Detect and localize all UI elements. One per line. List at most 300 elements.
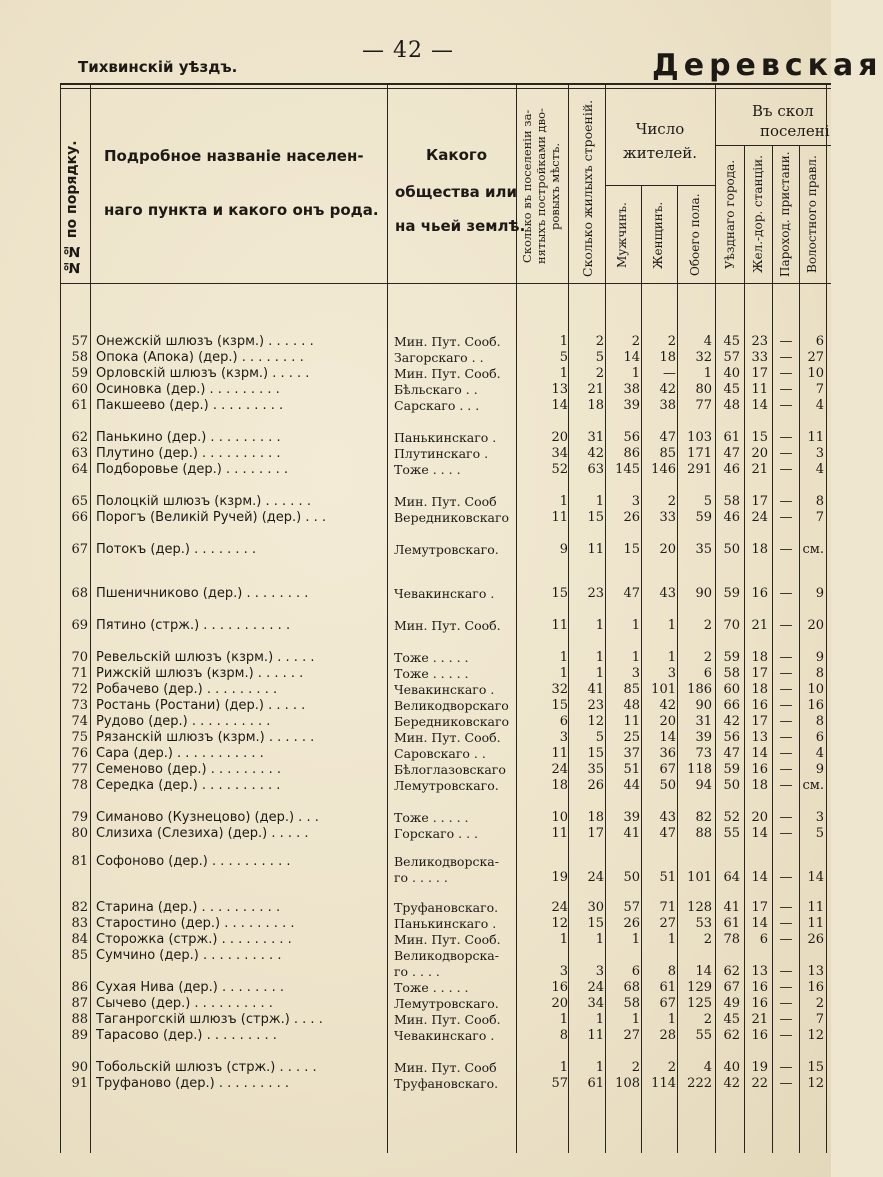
table-row: [0, 650, 831, 667]
table-row: [0, 916, 831, 933]
cell-v: 8: [815, 494, 824, 509]
cell-z: 18: [751, 542, 768, 557]
cell-z: 14: [751, 870, 768, 885]
cell-b: 1: [595, 1012, 604, 1027]
table-row: [0, 1028, 831, 1045]
table-row: [0, 618, 831, 635]
cell-f: 50: [659, 778, 676, 793]
cell-p: —: [779, 778, 793, 793]
cell-p: —: [779, 586, 793, 601]
cell-a: 34: [551, 446, 568, 461]
cell-b: 34: [587, 996, 604, 1011]
cell-society: Чевакинскаго .: [394, 1028, 495, 1043]
cell-name: Пакшеево (дер.) . . . . . . . . .: [96, 398, 284, 413]
cell-z: 18: [751, 682, 768, 697]
cell-no: 66: [71, 510, 88, 525]
cell-name: Пшеничниково (дер.) . . . . . . . .: [96, 586, 309, 601]
cell-society-continued: го . . . .: [394, 964, 440, 979]
col-header-name-1: Подробное названіе населен-: [104, 147, 364, 165]
cell-name: Сумчино (дер.) . . . . . . . . . .: [96, 948, 282, 963]
cell-z: 21: [751, 618, 768, 633]
cell-a: 3: [559, 730, 568, 745]
cell-z: 17: [751, 494, 768, 509]
table-row: [0, 980, 831, 997]
cell-p: —: [779, 542, 793, 557]
col-header-female: Женщинъ.: [651, 201, 665, 269]
cell-name: Опока (Апока) (дер.) . . . . . . . .: [96, 350, 304, 365]
cell-v: 4: [815, 462, 824, 477]
cell-t: 90: [695, 586, 712, 601]
cell-v: 8: [815, 666, 824, 681]
cell-name: Старостино (дер.) . . . . . . . . .: [96, 916, 295, 931]
cell-t: 101: [687, 870, 712, 885]
table-row: [0, 900, 831, 917]
table-row: [0, 698, 831, 715]
cell-p: —: [779, 494, 793, 509]
cell-name: Тобольскій шлюзъ (стрж.) . . . . .: [96, 1060, 317, 1075]
cell-u: 47: [723, 446, 740, 461]
cell-m: 38: [623, 382, 640, 397]
cell-u: 46: [723, 462, 740, 477]
cell-t: 2: [703, 650, 712, 665]
cell-a: 16: [551, 980, 568, 995]
cell-m: 37: [623, 746, 640, 761]
cell-f: 20: [659, 714, 676, 729]
cell-p: —: [779, 932, 793, 947]
cell-m: 41: [623, 826, 640, 841]
cell-t: 90: [695, 698, 712, 713]
cell-t: 128: [687, 900, 712, 915]
cell-p: —: [779, 1076, 793, 1091]
cell-f: 114: [651, 1076, 676, 1091]
cell-p: —: [779, 1028, 793, 1043]
cell-a: 15: [551, 698, 568, 713]
cell-f: 43: [659, 810, 676, 825]
cell-society: Чевакинскаго .: [394, 682, 495, 697]
cell-v: 3: [815, 810, 824, 825]
cell-p: —: [779, 826, 793, 841]
cell-no: 80: [71, 826, 88, 841]
cell-f: 2: [667, 1060, 676, 1075]
cell-z: 14: [751, 398, 768, 413]
table-row: [0, 682, 831, 699]
cell-v: 14: [807, 870, 824, 885]
cell-u: 50: [723, 778, 740, 793]
cell-v: 6: [815, 334, 824, 349]
cell-society: Горскаго . . .: [394, 826, 478, 841]
cell-a: 13: [551, 382, 568, 397]
cell-u: 66: [723, 698, 740, 713]
cell-u: 41: [723, 900, 740, 915]
cell-f: 1: [667, 618, 676, 633]
cell-a: 9: [559, 542, 568, 557]
table-row: [0, 366, 831, 383]
cell-t: 4: [703, 1060, 712, 1075]
cell-m: 51: [623, 762, 640, 777]
table-row: [0, 382, 831, 399]
cell-f: 67: [659, 996, 676, 1011]
cell-no: 60: [71, 382, 88, 397]
cell-name: Панькино (дер.) . . . . . . . . .: [96, 430, 281, 445]
cell-u: 45: [723, 1012, 740, 1027]
cell-society: Тоже . . . .: [394, 462, 461, 477]
col-header-no: №№ по порядку.: [64, 140, 80, 275]
cell-f: 36: [659, 746, 676, 761]
section-title: Деревская: [652, 48, 883, 83]
cell-p: —: [779, 762, 793, 777]
cell-t: 39: [695, 730, 712, 745]
table-row: [0, 826, 831, 843]
cell-u: 45: [723, 382, 740, 397]
cell-m: 15: [623, 542, 640, 557]
cell-z: 33: [751, 350, 768, 365]
cell-m: 1: [631, 366, 640, 381]
cell-z: 16: [751, 762, 768, 777]
table-row: [0, 1076, 831, 1093]
cell-v: 11: [807, 430, 824, 445]
cell-p: —: [779, 446, 793, 461]
cell-v: 16: [807, 980, 824, 995]
cell-no: 88: [71, 1012, 88, 1027]
cell-a: 11: [551, 618, 568, 633]
cell-t: 186: [687, 682, 712, 697]
cell-society: Мин. Пут. Сооб.: [394, 932, 501, 947]
cell-b: 31: [587, 430, 604, 445]
cell-t: 118: [687, 762, 712, 777]
table-row: [0, 932, 831, 949]
table-row: [0, 778, 831, 795]
cell-u: 58: [723, 494, 740, 509]
cell-v: 2: [815, 996, 824, 1011]
cell-no: 82: [71, 900, 88, 915]
cell-b: 5: [595, 730, 604, 745]
cell-z: 11: [751, 382, 768, 397]
cell-v: 11: [807, 916, 824, 931]
cell-b: 1: [595, 494, 604, 509]
cell-name: Орловскій шлюзъ (кзрм.) . . . . .: [96, 366, 310, 381]
cell-m: 1: [631, 1012, 640, 1027]
cell-b: 15: [587, 510, 604, 525]
cell-name: Таганрогскій шлюзъ (стрж.) . . . .: [96, 1012, 323, 1027]
cell-no: 68: [71, 586, 88, 601]
cell-z: 19: [751, 1060, 768, 1075]
cell-t: 6: [703, 666, 712, 681]
cell-b: 3: [595, 964, 604, 979]
cell-z: 20: [751, 446, 768, 461]
cell-v: 3: [815, 446, 824, 461]
cell-name: Порогъ (Великій Ручей) (дер.) . . .: [96, 510, 327, 525]
cell-name: Старина (дер.) . . . . . . . . . .: [96, 900, 281, 915]
cell-no: 61: [71, 398, 88, 413]
cell-name: Слизиха (Слезиха) (дер.) . . . . .: [96, 826, 309, 841]
cell-u: 45: [723, 334, 740, 349]
cell-b: 21: [587, 382, 604, 397]
cell-society: Лемутровскаго.: [394, 542, 499, 557]
cell-society: Мин. Пут. Сооб: [394, 494, 497, 509]
cell-no: 64: [71, 462, 88, 477]
col-header-pier: Пароход. пристани.: [778, 151, 792, 277]
cell-b: 26: [587, 778, 604, 793]
cell-u: 48: [723, 398, 740, 413]
cell-no: 76: [71, 746, 88, 761]
cell-b: 11: [587, 1028, 604, 1043]
cell-t: 32: [695, 350, 712, 365]
col-header-railway: Жел.-дор. станціи.: [751, 155, 765, 273]
cell-f: 71: [659, 900, 676, 915]
cell-society: Тоже . . . . .: [394, 666, 469, 681]
cell-b: 18: [587, 810, 604, 825]
cell-m: 2: [631, 334, 640, 349]
cell-name: Середка (дер.) . . . . . . . . . .: [96, 778, 281, 793]
cell-u: 50: [723, 542, 740, 557]
cell-f: 2: [667, 334, 676, 349]
cell-a: 6: [559, 714, 568, 729]
cell-f: 20: [659, 542, 676, 557]
cell-name: Полоцкій шлюзъ (кзрм.) . . . . . .: [96, 494, 311, 509]
cell-f: 1: [667, 650, 676, 665]
cell-f: 47: [659, 430, 676, 445]
cell-z: 15: [751, 430, 768, 445]
cell-name: Семеново (дер.) . . . . . . . . .: [96, 762, 281, 777]
district-title: Тихвинскій уѣздъ.: [78, 58, 238, 76]
cell-v: 20: [807, 618, 824, 633]
cell-f: 51: [659, 870, 676, 885]
cell-p: —: [779, 618, 793, 633]
cell-f: 85: [659, 446, 676, 461]
cell-z: 17: [751, 714, 768, 729]
cell-t: 125: [687, 996, 712, 1011]
cell-name: Потокъ (дер.) . . . . . . . .: [96, 542, 257, 557]
cell-a: 10: [551, 810, 568, 825]
cell-v: см.: [802, 778, 824, 793]
cell-f: 43: [659, 586, 676, 601]
table-row: [0, 730, 831, 747]
table-row: [0, 542, 831, 559]
col-header-distance-1: Въ скол: [752, 102, 814, 120]
distance-subrule: [715, 145, 831, 146]
cell-t: 31: [695, 714, 712, 729]
cell-b: 12: [587, 714, 604, 729]
table-row: [0, 1060, 831, 1077]
col-header-society-1: Какого: [426, 146, 488, 164]
cell-t: 171: [687, 446, 712, 461]
cell-a: 1: [559, 932, 568, 947]
cell-m: 56: [623, 430, 640, 445]
cell-m: 50: [623, 870, 640, 885]
cell-m: 14: [623, 350, 640, 365]
cell-a: 1: [559, 1060, 568, 1075]
cell-z: 13: [751, 964, 768, 979]
cell-u: 58: [723, 666, 740, 681]
cell-a: 1: [559, 650, 568, 665]
cell-u: 52: [723, 810, 740, 825]
cell-t: 291: [687, 462, 712, 477]
cell-b: 61: [587, 1076, 604, 1091]
cell-a: 5: [559, 350, 568, 365]
cell-m: 1: [631, 650, 640, 665]
cell-p: —: [779, 1060, 793, 1075]
cell-no: 69: [71, 618, 88, 633]
cell-a: 1: [559, 334, 568, 349]
cell-a: 1: [559, 666, 568, 681]
cell-b: 1: [595, 618, 604, 633]
cell-z: 23: [751, 334, 768, 349]
cell-u: 57: [723, 350, 740, 365]
cell-p: —: [779, 350, 793, 365]
cell-no: 59: [71, 366, 88, 381]
cell-t: 53: [695, 916, 712, 931]
table-row: [0, 666, 831, 683]
cell-a: 11: [551, 746, 568, 761]
cell-m: 3: [631, 494, 640, 509]
cell-f: 14: [659, 730, 676, 745]
cell-p: —: [779, 650, 793, 665]
table-row: [0, 350, 831, 367]
cell-a: 19: [551, 870, 568, 885]
cell-f: 47: [659, 826, 676, 841]
cell-b: 1: [595, 1060, 604, 1075]
cell-a: 3: [559, 964, 568, 979]
cell-v: 9: [815, 762, 824, 777]
col-header-inhabitants-2: жителей.: [622, 144, 698, 162]
cell-u: 67: [723, 980, 740, 995]
cell-no: 91: [71, 1076, 88, 1091]
cell-v: 6: [815, 730, 824, 745]
cell-m: 58: [623, 996, 640, 1011]
cell-name: Рязанскій шлюзъ (кзрм.) . . . . . .: [96, 730, 315, 745]
cell-society: Бѣльскаго . .: [394, 382, 478, 397]
cell-society: Панькинскаго .: [394, 430, 497, 445]
cell-p: —: [779, 810, 793, 825]
cell-t: 2: [703, 1012, 712, 1027]
cell-u: 40: [723, 1060, 740, 1075]
cell-a: 15: [551, 586, 568, 601]
cell-f: 61: [659, 980, 676, 995]
cell-u: 59: [723, 586, 740, 601]
cell-society: Мин. Пут. Сооб.: [394, 1012, 501, 1027]
table-row: [0, 510, 831, 527]
cell-z: 13: [751, 730, 768, 745]
cell-f: 146: [651, 462, 676, 477]
cell-no: 78: [71, 778, 88, 793]
table-row: [0, 334, 831, 351]
cell-b: 41: [587, 682, 604, 697]
cell-u: 78: [723, 932, 740, 947]
cell-v: 9: [815, 586, 824, 601]
cell-b: 35: [587, 762, 604, 777]
cell-t: 2: [703, 932, 712, 947]
cell-t: 35: [695, 542, 712, 557]
cell-t: 5: [703, 494, 712, 509]
col-header-name-2: наго пункта и какого онъ рода.: [104, 201, 379, 219]
cell-z: 24: [751, 510, 768, 525]
cell-name: Ревельскій шлюзъ (кзрм.) . . . . .: [96, 650, 315, 665]
cell-v: 7: [815, 510, 824, 525]
cell-p: —: [779, 666, 793, 681]
page-number: — 42 —: [362, 38, 454, 63]
cell-society: Мин. Пут. Сооб.: [394, 730, 501, 745]
cell-name: Труфаново (дер.) . . . . . . . . .: [96, 1076, 290, 1091]
cell-z: 21: [751, 462, 768, 477]
cell-society: Труфановскаго.: [394, 1076, 499, 1091]
cell-a: 1: [559, 494, 568, 509]
col-header-society-2: общества или: [395, 183, 517, 201]
cell-p: —: [779, 382, 793, 397]
col-header-uezd-town: Уѣзднаго города.: [723, 159, 737, 269]
cell-no: 85: [71, 948, 88, 963]
cell-m: 26: [623, 916, 640, 931]
cell-society: Саровскаго . .: [394, 746, 486, 761]
cell-v: 10: [807, 366, 824, 381]
cell-p: —: [779, 398, 793, 413]
cell-v: 12: [807, 1028, 824, 1043]
cell-m: 39: [623, 398, 640, 413]
cell-u: 64: [723, 870, 740, 885]
cell-v: 11: [807, 900, 824, 915]
cell-f: 67: [659, 762, 676, 777]
cell-p: —: [779, 980, 793, 995]
cell-no: 87: [71, 996, 88, 1011]
table-row: [0, 462, 831, 479]
cell-u: 61: [723, 916, 740, 931]
cell-no: 89: [71, 1028, 88, 1043]
cell-b: 5: [595, 350, 604, 365]
cell-name: Сара (дер.) . . . . . . . . . . .: [96, 746, 264, 761]
cell-name: Рудово (дер.) . . . . . . . . . .: [96, 714, 271, 729]
cell-society: Бѣлоглазовскаго: [394, 762, 506, 777]
cell-z: 14: [751, 746, 768, 761]
cell-f: 3: [667, 666, 676, 681]
cell-name: Плутино (дер.) . . . . . . . . . .: [96, 446, 281, 461]
cell-no: 71: [71, 666, 88, 681]
table-row: [0, 714, 831, 731]
cell-a: 1: [559, 1012, 568, 1027]
cell-v: 27: [807, 350, 824, 365]
cell-m: 39: [623, 810, 640, 825]
cell-f: 38: [659, 398, 676, 413]
cell-p: —: [779, 714, 793, 729]
cell-f: 33: [659, 510, 676, 525]
cell-p: —: [779, 964, 793, 979]
cell-f: 18: [659, 350, 676, 365]
cell-z: 17: [751, 900, 768, 915]
cell-v: 9: [815, 650, 824, 665]
cell-no: 62: [71, 430, 88, 445]
cell-no: 75: [71, 730, 88, 745]
cell-t: 222: [687, 1076, 712, 1091]
cell-z: 14: [751, 916, 768, 931]
cell-society: Вередниковскаго: [394, 510, 510, 525]
cell-name: Пятино (стрж.) . . . . . . . . . . .: [96, 618, 291, 633]
cell-z: 17: [751, 366, 768, 381]
cell-b: 11: [587, 542, 604, 557]
cell-u: 40: [723, 366, 740, 381]
cell-m: 108: [615, 1076, 640, 1091]
cell-society: Великодворскаго: [394, 698, 509, 713]
cell-m: 27: [623, 1028, 640, 1043]
cell-p: —: [779, 462, 793, 477]
cell-name: Онежскій шлюзъ (кзрм.) . . . . . .: [96, 334, 314, 349]
cell-z: 14: [751, 826, 768, 841]
cell-name: Сторожка (стрж.) . . . . . . . . .: [96, 932, 292, 947]
cell-name: Осиновка (дер.) . . . . . . . . .: [96, 382, 280, 397]
cell-society: Лемутровскаго.: [394, 996, 499, 1011]
cell-z: 18: [751, 650, 768, 665]
table-row: [0, 398, 831, 415]
cell-t: 129: [687, 980, 712, 995]
cell-f: 101: [651, 682, 676, 697]
cell-u: 46: [723, 510, 740, 525]
